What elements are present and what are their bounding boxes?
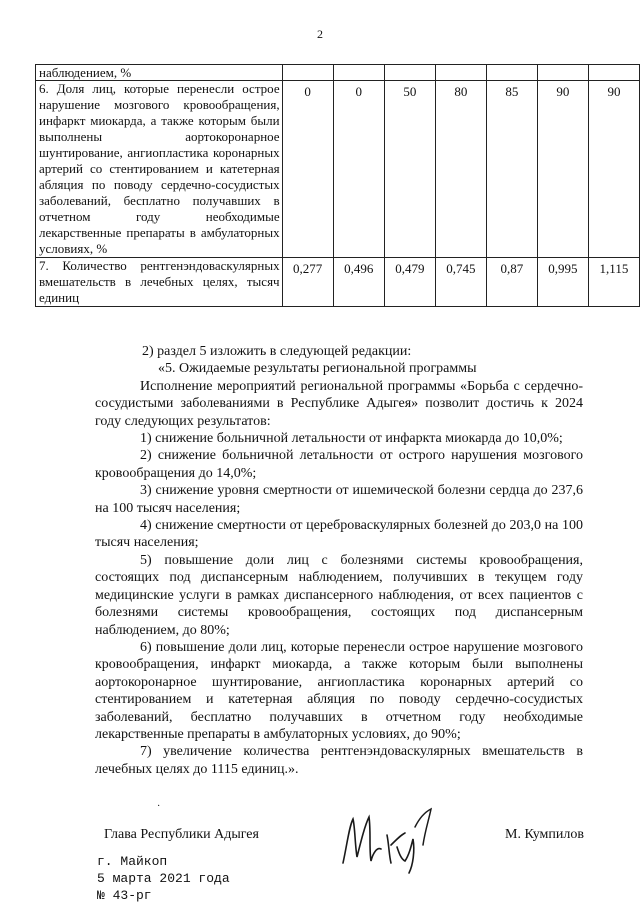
handwritten-signature bbox=[335, 805, 445, 875]
paragraph-result-5: 5) повышение доли лиц с болезнями системы кровообращения, состоящих под диспансерным наблюдением, получивших в текущем году медицинские услуги в рамках диспансерного наблюдения, от всех пациентов с болезнями системы кровообращения, состоящих под диспансерным наблюдением, до 80%; bbox=[95, 552, 583, 638]
table-cell-value: 0,496 bbox=[333, 258, 384, 307]
indicators-table bbox=[35, 64, 640, 307]
table-cell-description: наблюдением, % bbox=[36, 65, 283, 81]
table-cell-value bbox=[588, 65, 639, 81]
table-row bbox=[36, 81, 640, 258]
table-cell-value bbox=[384, 65, 435, 81]
footer-number: № 43-рг bbox=[97, 888, 152, 903]
table-cell-value: 0 bbox=[282, 81, 333, 258]
table-cell-value: 1,115 bbox=[588, 258, 639, 307]
table-cell-value: 0,995 bbox=[537, 258, 588, 307]
dot-mark: · bbox=[157, 801, 161, 812]
paragraph-result-2: 2) снижение больничной летальности от острого нарушения мозгового кровообращения до 14,0%; bbox=[95, 448, 583, 481]
paragraph-result-1: 1) снижение больничной летальности от инфаркта миокарда до 10,0%; bbox=[140, 431, 563, 447]
footer-city: г. Майкоп bbox=[97, 854, 168, 869]
table-cell-value bbox=[282, 65, 333, 81]
table-cell-description: 7. Количество рентгенэндоваскулярных вмешательств в лечебных целях, тысяч единиц bbox=[36, 258, 283, 307]
table-cell-description: 6. Доля лиц, которые перенесли острое нарушение мозгового кровообращения, инфаркт миокарда, а также которым были выполнены аортокоронарное шунтирование, ангиопластика коронарных артерий со стентированием и катетерная абляция по поводу сердечно-сосудистых заболеваний, бесплатно получавших в отчетном году необходимые лекарственные препараты в амбулаторных условиях, % bbox=[36, 81, 283, 258]
table-cell-value bbox=[435, 65, 486, 81]
paragraph-result-4: 4) снижение смертности от цереброваскулярных болезней до 203,0 на 100 тысяч населения; bbox=[95, 518, 583, 551]
table-cell-value: 90 bbox=[588, 81, 639, 258]
table-cell-value: 0,87 bbox=[486, 258, 537, 307]
table-row bbox=[36, 258, 640, 307]
paragraph-result-7: 7) увеличение количества рентгенэндоваскулярных вмешательств в лечебных целях до 1115 единиц.». bbox=[95, 744, 583, 777]
table-cell-value: 0,277 bbox=[282, 258, 333, 307]
table-cell-value bbox=[333, 65, 384, 81]
document-footer bbox=[97, 853, 230, 904]
paragraph-section-instruction: 2) раздел 5 изложить в следующей редакции: bbox=[142, 344, 412, 359]
table-cell-value: 90 bbox=[537, 81, 588, 258]
signatory-title: Глава Республики Адыгея bbox=[104, 827, 259, 842]
document-body bbox=[95, 343, 583, 778]
table-row bbox=[36, 65, 640, 81]
section-heading: «5. Ожидаемые результаты региональной программы bbox=[158, 361, 477, 377]
table-cell-value: 0 bbox=[333, 81, 384, 258]
table-cell-value: 50 bbox=[384, 81, 435, 258]
table-cell-value: 80 bbox=[435, 81, 486, 258]
footer-date: 5 марта 2021 года bbox=[97, 871, 230, 886]
page-number: 2 bbox=[317, 27, 323, 41]
table-cell-value bbox=[486, 65, 537, 81]
table-cell-value bbox=[537, 65, 588, 81]
signatory-name: М. Кумпилов bbox=[505, 827, 584, 842]
paragraph-result-3: 3) снижение уровня смертности от ишемической болезни сердца до 237,6 на 100 тысяч населения; bbox=[95, 483, 583, 516]
table-cell-value: 0,479 bbox=[384, 258, 435, 307]
table-cell-value: 0,745 bbox=[435, 258, 486, 307]
paragraph-intro: Исполнение мероприятий региональной программы «Борьба с сердечно-сосудистыми заболеваниями в Республике Адыгея» позволит достичь к 2024 году следующих результатов: bbox=[95, 378, 583, 429]
paragraph-result-6: 6) повышение доли лиц, которые перенесли острое нарушение мозгового кровообращения, инфаркт миокарда, а также которым были выполнены аортокоронарное шунтирование, ангиопластика коронарных артерий со стентированием и катетерная абляция по поводу сердечно-сосудистых заболеваний, бесплатно получавших в отчетном году необходимые лекарственные препараты в амбулаторных условиях, до 90%; bbox=[95, 639, 583, 742]
table-cell-value: 85 bbox=[486, 81, 537, 258]
